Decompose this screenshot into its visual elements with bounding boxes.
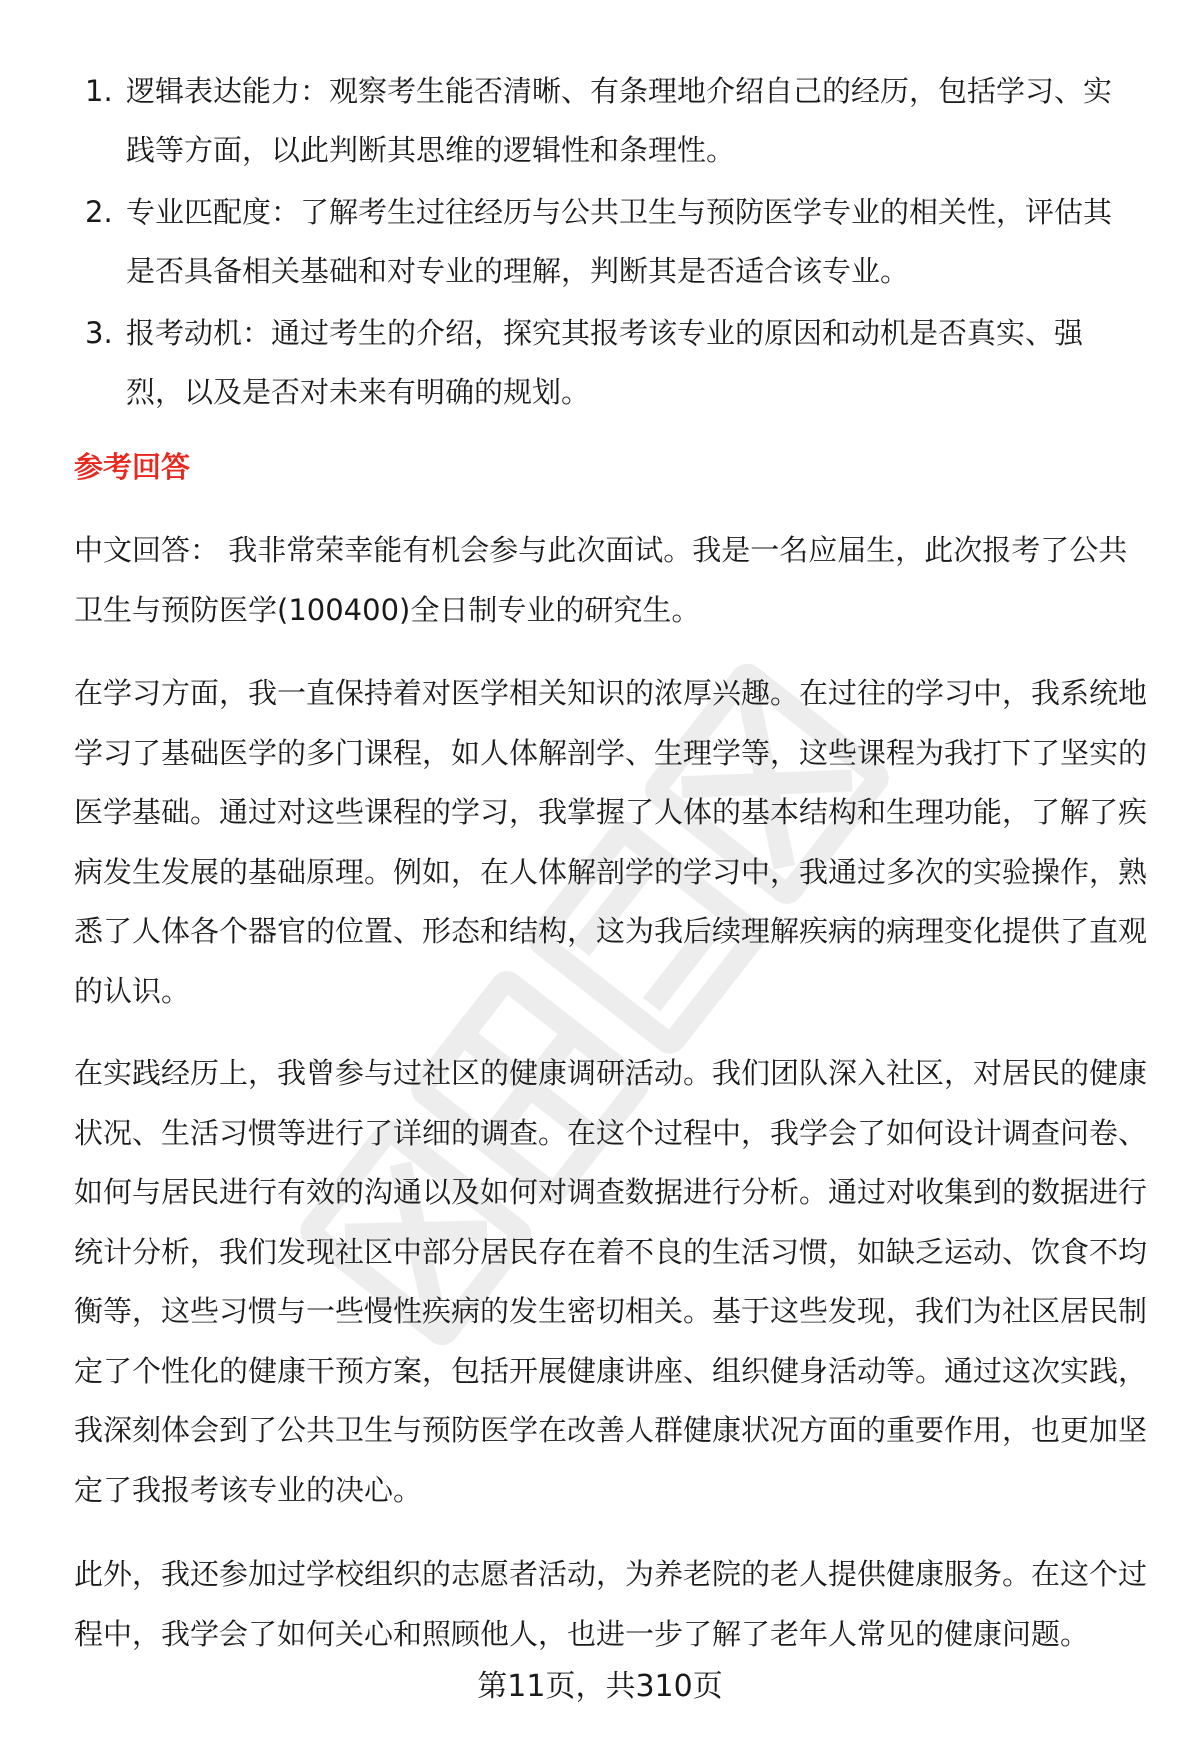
- answer-paragraph: 中文回答： 我非常荣幸能有机会参与此次面试。我是一名应届生，此次报考了公共卫生与预防医学(100400)全日制专业的研究生。: [74, 533, 1128, 627]
- list-item-text: 逻辑表达能力：观察考生能否清晰、有条理地介绍自己的经历，包括学习、实践等方面，以此判断其思维的逻辑性和条理性。: [126, 74, 1113, 167]
- list-item: [80, 183, 1140, 301]
- answer-paragraph: 在学习方面，我一直保持着对医学相关知识的浓厚兴趣。在过往的学习中，我系统地学习了基础医学的多门课程，如人体解剖学、生理学等，这些课程为我打下了坚实的医学基础。通过对这些课程的学习，我掌握了人体的基本结构和生理功能，了解了疾病发生发展的基础原理。例如，在人体解剖学的学习中，我通过多次的实验操作，熟悉了人体各个器官的位置、形态和结构，这为我后续理解疾病的病理变化提供了直观的认识。: [74, 676, 1148, 1008]
- list-item-number: 1.: [85, 74, 113, 108]
- list-item-text: 报考动机：通过考生的介绍，探究其报考该专业的原因和动机是否真实、强烈，以及是否对未来有明确的规划。: [126, 316, 1084, 409]
- section-heading: 参考回答: [74, 450, 191, 484]
- answer-paragraph: 此外，我还参加过学校组织的志愿者活动，为养老院的老人提供健康服务。在这个过程中，我学会了如何关心和照顾他人，也进一步了解了老年人常见的健康问题。: [74, 1557, 1148, 1651]
- list-item-text: 专业匹配度：了解考生过往经历与公共卫生与预防医学专业的相关性，评估其是否具备相关基础和对专业的理解，判断其是否适合该专业。: [126, 195, 1113, 288]
- list-item: [80, 62, 1140, 180]
- list-item-number: 2.: [85, 195, 113, 229]
- list-item-number: 3.: [85, 316, 113, 350]
- answer-paragraph: 在实践经历上，我曾参与过社区的健康调研活动。我们团队深入社区，对居民的健康状况、生活习惯等进行了详细的调查。在这个过程中，我学会了如何设计调查问卷、如何与居民进行有效的沟通以及如何对调查数据进行分析。通过对收集到的数据进行统计分析，我们发现社区中部分居民存在着不良的生活习惯，如缺乏运动、饮食不均衡等，这些习惯与一些慢性疾病的发生密切相关。基于这些发现，我们为社区居民制定了个性化的健康干预方案，包括开展健康讲座、组织健身活动等。通过这次实践，我深刻体会到了公共卫生与预防医学在改善人群健康状况方面的重要作用，也更加坚定了我报考该专业的决心。: [74, 1056, 1148, 1507]
- page-number-footer: 第11页，共310页: [477, 1669, 723, 1704]
- evaluation-criteria-list: [80, 62, 1140, 425]
- list-item: [80, 304, 1140, 422]
